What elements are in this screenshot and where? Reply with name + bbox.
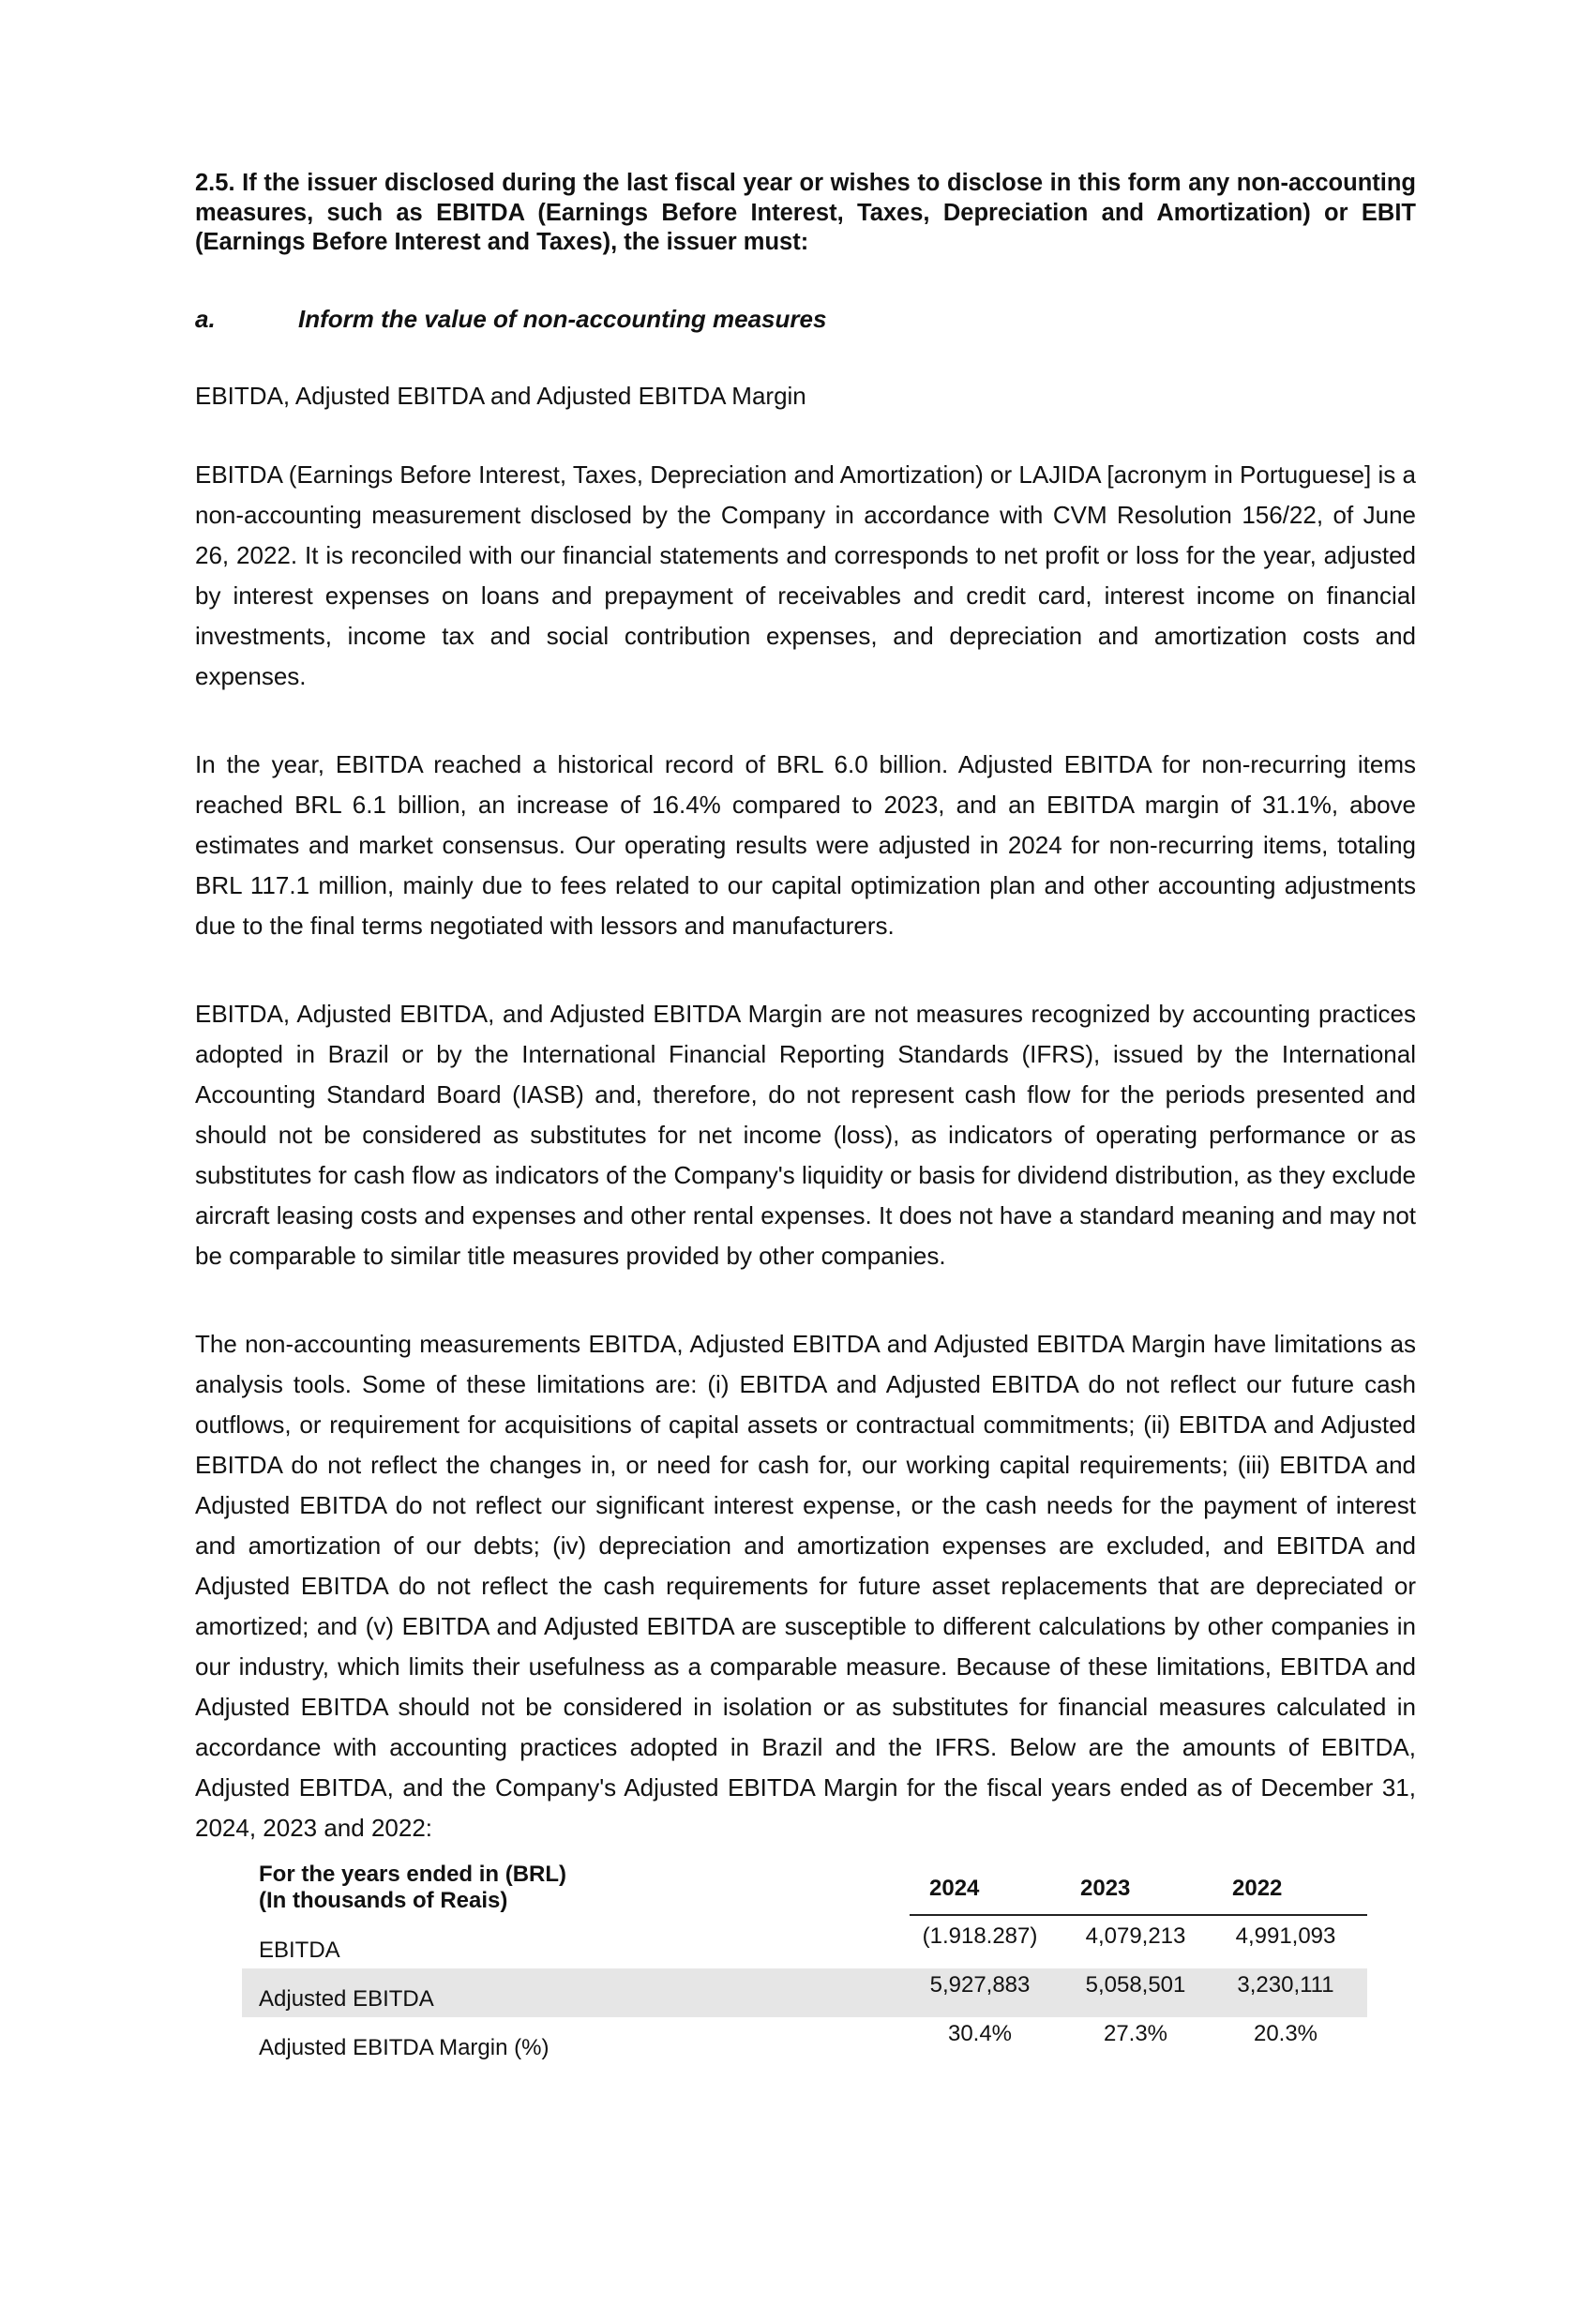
row-label: Adjusted EBITDA Margin (%) <box>259 2035 550 2060</box>
table-row <box>242 1920 1367 1968</box>
table-row <box>242 2017 1367 2066</box>
paragraph-disclaimer: EBITDA, Adjusted EBITDA, and Adjusted EBITDA Margin are not measures recognized by accounting practices adopted in Brazil or by the International Financial Reporting Standards (IFRS), issued by the International Accounting Standard Board (IASB) and, therefore, do not represent cash flow for the periods presented and should not be considered as substitutes for net income (loss), as indicators of operating performance or as substitutes for cash flow as indicators of the Company's liquidity or basis for dividend distribution, as they exclude aircraft leasing costs and expenses and other rental expenses. It does not have a standard meaning and may not be comparable to similar title measures provided by other companies. <box>195 999 1416 1270</box>
cell-value: 20.3% <box>1253 2021 1318 2046</box>
document-page <box>195 169 1416 1848</box>
table-row <box>242 1968 1367 2017</box>
cell-value: 5,058,501 <box>1085 1972 1186 1998</box>
table-body <box>242 1920 1367 2066</box>
ebitda-table <box>242 1862 1367 2060</box>
column-header-2024: 2024 <box>929 1876 980 1901</box>
item-marker: a. <box>195 304 216 333</box>
cell-value: 4,991,093 <box>1235 1923 1336 1949</box>
row-label: Adjusted EBITDA <box>259 1986 434 2012</box>
cell-value: 3,230,111 <box>1237 1972 1334 1998</box>
section-heading: 2.5. If the issuer disclosed during the last fiscal year or wishes to disclose in this form any non-accounting measures, such as EBITDA (Earnings Before Interest, Taxes, Depreciation and Amortization) or EBIT (Earnings Before Interest and Taxes), the issuer must: <box>195 170 1416 255</box>
column-header-2022: 2022 <box>1232 1876 1283 1901</box>
cell-value: (1.918.287) <box>922 1923 1038 1949</box>
table-header <box>242 1862 1367 1913</box>
item-title: Inform the value of non-accounting measures <box>298 304 827 333</box>
item-heading <box>195 305 1416 333</box>
table-caption-line1: For the years ended in (BRL) <box>259 1862 567 1887</box>
cell-value: 5,927,883 <box>929 1972 1031 1998</box>
column-header-2023: 2023 <box>1080 1876 1131 1901</box>
cell-value: 30.4% <box>947 2021 1013 2046</box>
subtitle: EBITDA, Adjusted EBITDA and Adjusted EBITDA Margin <box>195 381 806 410</box>
paragraph-limitations: The non-accounting measurements EBITDA, Adjusted EBITDA and Adjusted EBITDA Margin have limitations as analysis tools. Some of these limitations are: (i) EBITDA and Adjusted EBITDA do not reflect our future cash outflows, or requirement for acquisitions of capital assets or contractual commitments; (ii) EBITDA and Adjusted EBITDA do not reflect the changes in, or need for cash for, our working capital requirements; (iii) EBITDA and Adjusted EBITDA do not reflect our significant interest expense, or the cash needs for the payment of interest and amortization of our debts; (iv) depreciation and amortization expenses are excluded, and EBITDA and Adjusted EBITDA do not reflect the cash requirements for future asset replacements that are depreciated or amortized; and (v) EBITDA and Adjusted EBITDA are susceptible to different calculations by other companies in our industry, which limits their usefulness as a comparable measure. Because of these limitations, EBITDA and Adjusted EBITDA should not be considered in isolation or as substitutes for financial measures calculated in accordance with accounting practices adopted in Brazil and the IFRS. Below are the amounts of EBITDA, Adjusted EBITDA, and the Company's Adjusted EBITDA Margin for the fiscal years ended as of December 31, 2024, 2023 and 2022: <box>195 1329 1416 1842</box>
cell-value: 27.3% <box>1103 2021 1168 2046</box>
paragraph-results: In the year, EBITDA reached a historical record of BRL 6.0 billion. Adjusted EBITDA for non-recurring items reached BRL 6.1 billion, an increase of 16.4% compared to 2023, and an EBITDA margin of 31.1%, above estimates and market consensus. Our operating results were adjusted in 2024 for non-recurring items, totaling BRL 117.1 million, mainly due to fees related to our capital optimization plan and other accounting adjustments due to the final terms negotiated with lessors and manufacturers. <box>195 749 1416 940</box>
paragraph-definition: EBITDA (Earnings Before Interest, Taxes, Depreciation and Amortization) or LAJIDA [acronym in Portuguese] is a non-accounting measurement disclosed by the Company in accordance with CVM Resolution 156/22, of June 26, 2022. It is reconciled with our financial statements and corresponds to net profit or loss for the year, adjusted by interest expenses on loans and prepayment of receivables and credit card, interest income on financial investments, income tax and social contribution expenses, and depreciation and amortization costs and expenses. <box>195 460 1416 690</box>
row-label: EBITDA <box>259 1938 340 1963</box>
table-caption <box>259 1862 566 1914</box>
table-caption-line2: (In thousands of Reais) <box>259 1888 508 1913</box>
table-header-rule <box>910 1914 1367 1916</box>
cell-value: 4,079,213 <box>1085 1923 1186 1949</box>
